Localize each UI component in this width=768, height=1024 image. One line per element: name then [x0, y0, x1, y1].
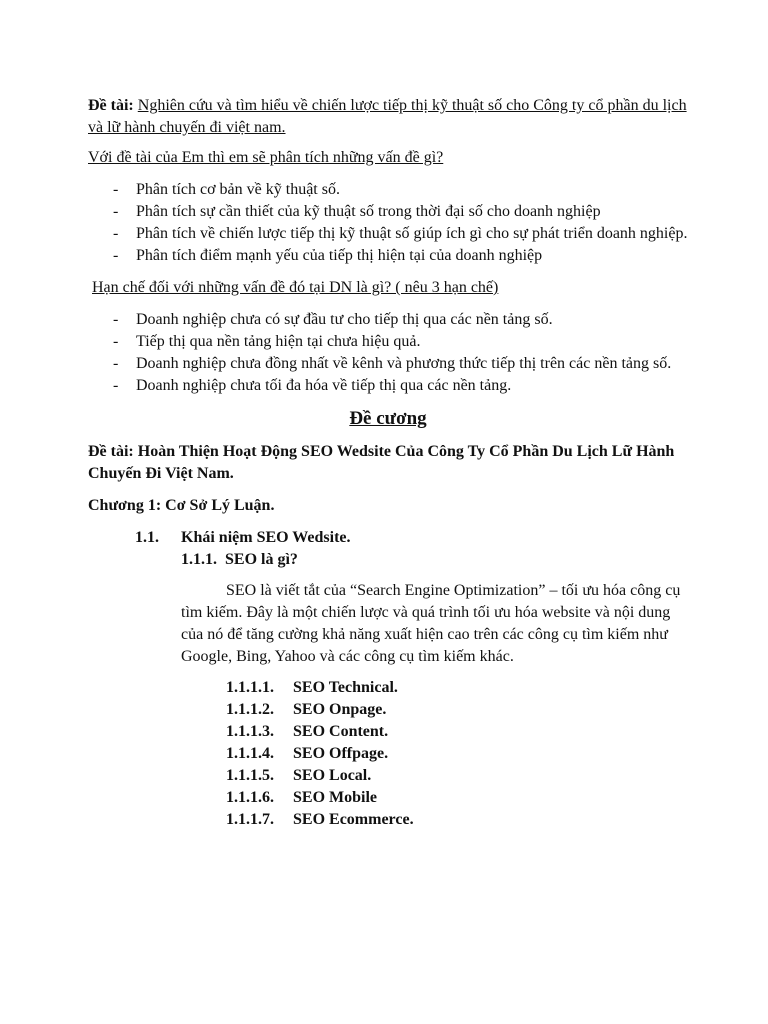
item-title: SEO Local.	[293, 767, 372, 784]
item-title: SEO Content.	[293, 723, 389, 740]
list-item	[88, 787, 688, 809]
topic-line	[88, 95, 688, 139]
item-title: SEO Ecommerce.	[293, 811, 414, 828]
outline-heading: Đề cương	[349, 408, 427, 429]
list-item: - Phân tích về chiến lược tiếp thị kỹ thuật số giúp ích gì cho sự phát triển doanh nghiệp.	[88, 223, 688, 245]
limitations-list	[88, 309, 688, 397]
list-item: - Phân tích điểm mạnh yếu của tiếp thị hiện tại của doanh nghiệp	[88, 245, 688, 267]
subsection-title: SEO là gì?	[225, 551, 298, 568]
chapter-heading: Chương 1: Cơ Sở Lý Luận.	[88, 497, 275, 514]
list-item: - Doanh nghiệp chưa có sự đầu tư cho tiếp thị qua các nền tảng số.	[88, 309, 688, 331]
item-title: SEO Technical.	[293, 679, 398, 696]
seo-definition-paragraph: SEO là viết tắt của “Search Engine Optimization” – tối ưu hóa công cụ tìm kiếm. Đây là một chiến lược và quá trình tối ưu hóa website và nội dung của nó để tăng cường khả năng xuất hiện cao trên các công cụ tìm kiếm như Google, Bing, Yahoo và các công cụ tìm kiếm khác.	[181, 582, 681, 665]
list-item: - Phân tích sự cần thiết của kỹ thuật số trong thời đại số cho doanh nghiệp	[88, 201, 688, 223]
list-item	[88, 743, 688, 765]
list-item: - Tiếp thị qua nền tảng hiện tại chưa hiệu quả.	[88, 331, 688, 353]
item-number: 1.1.1.3.	[226, 723, 274, 740]
section-heading	[88, 527, 688, 549]
section-number: 1.1.	[135, 529, 159, 546]
topic-label: Đề tài:	[88, 97, 134, 114]
seo-types-list	[88, 677, 688, 831]
list-item	[88, 677, 688, 699]
subsection-number: 1.1.1.	[181, 551, 217, 568]
section-title: Khái niệm SEO Wedsite.	[181, 529, 351, 546]
limitations-question: Hạn chế đối với những vấn đề đó tại DN là gì? ( nêu 3 hạn chế)	[92, 279, 499, 296]
list-item: - Doanh nghiệp chưa tối đa hóa về tiếp thị qua các nền tảng.	[88, 375, 688, 397]
list-item: - Doanh nghiệp chưa đồng nhất về kênh và phương thức tiếp thị trên các nền tảng số.	[88, 353, 688, 375]
item-title: SEO Mobile	[293, 789, 378, 806]
item-title: SEO Offpage.	[293, 745, 389, 762]
item-number: 1.1.1.4.	[226, 745, 274, 762]
item-number: 1.1.1.7.	[226, 811, 274, 828]
item-title: SEO Onpage.	[293, 701, 387, 718]
list-item	[88, 765, 688, 787]
list-item	[88, 699, 688, 721]
list-item	[88, 809, 688, 831]
outline-topic: Đề tài: Hoàn Thiện Hoạt Động SEO Wedsite Của Công Ty Cổ Phần Du Lịch Lữ Hành Chuyến Đi Việt Nam.	[88, 443, 675, 482]
topic-text: Nghiên cứu và tìm hiểu về chiến lược tiếp thị kỹ thuật số cho Công ty cổ phần du lịch và lữ hành chuyến đi việt nam.	[88, 97, 687, 136]
subsection-heading	[88, 549, 688, 571]
item-number: 1.1.1.2.	[226, 701, 274, 718]
analysis-question: Với đề tài của Em thì em sẽ phân tích những vấn đề gì?	[88, 149, 444, 166]
list-item	[88, 721, 688, 743]
document-page	[88, 95, 688, 831]
item-number: 1.1.1.5.	[226, 767, 274, 784]
analysis-list	[88, 179, 688, 267]
list-item: - Phân tích cơ bản về kỹ thuật số.	[88, 179, 688, 201]
item-number: 1.1.1.1.	[226, 679, 274, 696]
item-number: 1.1.1.6.	[226, 789, 274, 806]
